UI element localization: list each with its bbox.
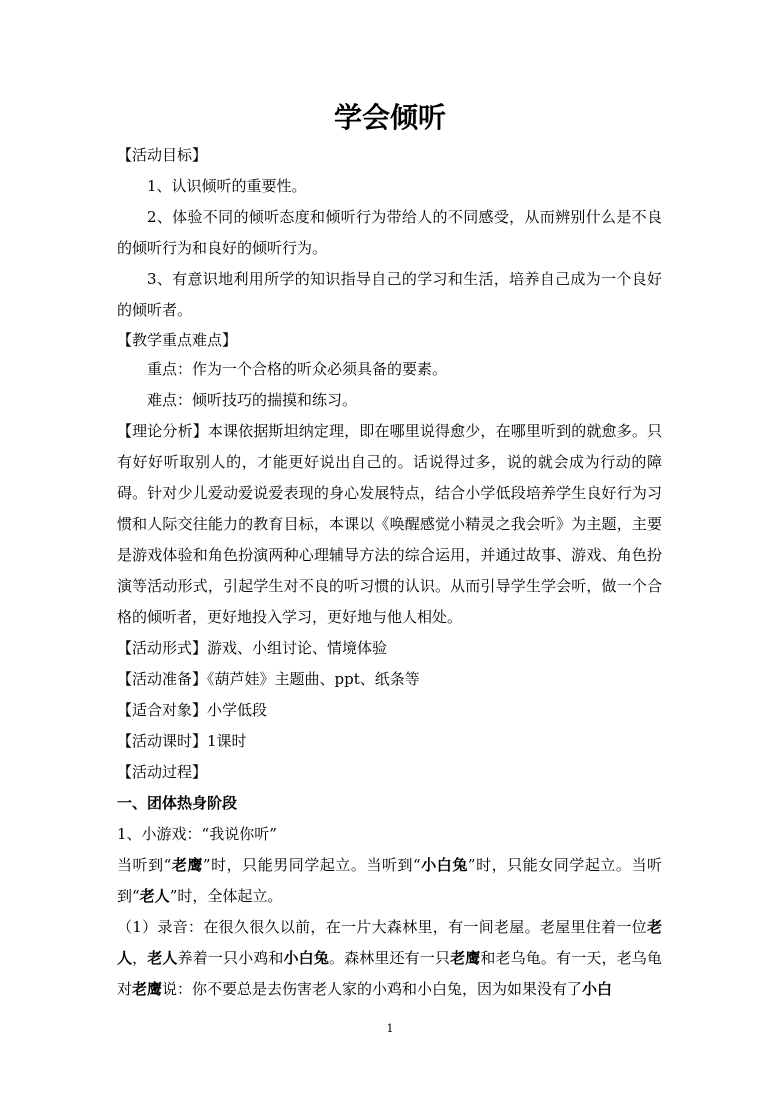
class-hours: 【活动课时】1课时 [117, 732, 247, 750]
section-heading-goals: 【活动目标】 [117, 146, 208, 164]
game-rules: 当听到“老鹰”时，只能男同学起立。当听到“小白兔”时，只能女同学起立。当听到“老人”时，全体起立。 [117, 856, 662, 905]
theory-analysis: 【理论分析】本课依据斯坦纳定理，即在哪里说得愈少，在哪里听到的就愈多。只有好好听取别人的，才能更好说出自己的。话说得过多，说的就会成为行动的障碍。针对少儿爱动爱说爱表现的身心发展特点，结合小学低段培养学生良好行为习惯和人际交往能力的教育目标，本课以《唤醒感觉小精灵之我会听》为主题，主要是游戏体验和角色扮演两种心理辅导方法的综合运用，并通过故事、游戏、角色扮演等活动形式，引起学生对不良的听习惯的认识。从而引导学生学会听，做一个合格的倾听者，更好地投入学习，更好地与他人相处。 [117, 422, 662, 626]
document-body [117, 140, 662, 1005]
page-title: 学会倾听 [333, 101, 446, 134]
activity-form: 【活动形式】游戏、小组讨论、情境体验 [117, 639, 388, 657]
game-title: 1、小游戏：“我说你听” [117, 825, 277, 843]
section-heading-process: 【活动过程】 [117, 763, 208, 781]
goal-item-1: 1、认识倾听的重要性。 [147, 177, 307, 195]
activity-preparation: 【活动准备】《葫芦娃》主题曲、ppt、纸条等 [117, 670, 420, 688]
section-heading-key-points: 【教学重点难点】 [117, 331, 238, 349]
story-recording: （1）录音：在很久很久以前，在一片大森林里，有一间老屋。老屋里住着一位老人，老人养着一只小鸡和小白兔。森林里还有一只老鹰和老乌龟。有一天，老乌龟对老鹰说：你不要总是去伤害老人家的小鸡和小白兔，因为如果没有了小白 [117, 918, 662, 998]
target-audience: 【适合对象】小学低段 [117, 701, 268, 719]
stage-heading-warmup: 一、团体热身阶段 [117, 794, 238, 812]
page-number: 1 [386, 1022, 394, 1035]
goal-item-2: 2、体验不同的倾听态度和倾听行为带给人的不同感受，从而辨别什么是不良的倾听行为和良好的倾听行为。 [117, 208, 662, 257]
difficult-point: 难点：倾听技巧的揣摸和练习。 [147, 391, 358, 409]
goal-item-3: 3、有意识地利用所学的知识指导自己的学习和生活，培养自己成为一个良好的倾听者。 [117, 270, 662, 319]
key-point: 重点：作为一个合格的听众必须具备的要素。 [147, 360, 448, 378]
